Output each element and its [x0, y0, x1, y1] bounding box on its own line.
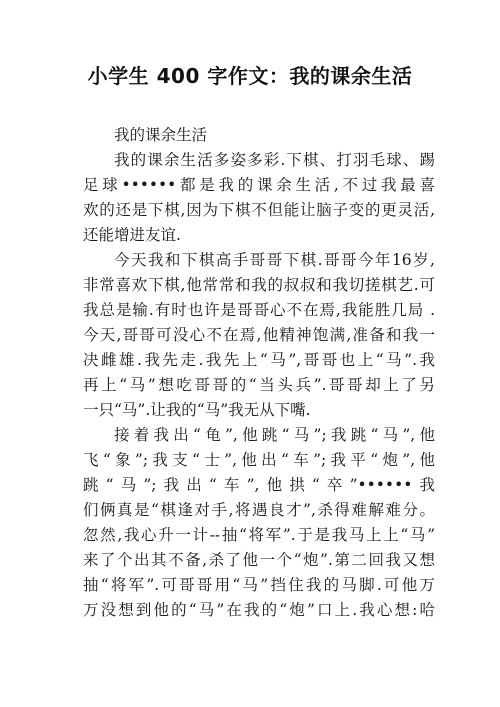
text-line: 非常喜欢下棋,他常常和我的叔叔和我切搓棋艺.可 — [83, 276, 435, 294]
text-line: 来了个出其不备,杀了他一个“炮”.第二回我又想 — [83, 551, 435, 569]
text-line: 今天我和下棋高手哥哥下棋.哥哥今年16岁, — [114, 251, 435, 269]
text-line: 抽“将军”.可哥哥用“马”挡住我的马脚.可他万 — [83, 576, 435, 594]
text-line: 我的课余生活多姿多彩.下棋、打羽毛球、踢 — [114, 151, 435, 169]
text-line: 决雌雄.我先走.我先上“马”,哥哥也上“马”.我 — [83, 351, 435, 369]
text-line: 足球••••••都是我的课余生活,不过我最喜 — [83, 176, 435, 194]
text-line: 欢的还是下棋,因为下棋不但能让脑子变的更灵活, — [83, 201, 435, 219]
text-line: 跳“马”;我出“车”,他拱“卒”••••••我 — [83, 476, 435, 494]
text-line: 万没想到他的“马”在我的“炮”口上.我心想:哈 — [83, 601, 435, 619]
text-line: 飞“象”;我支“士”,他出“车”;我平“炮”,他 — [83, 451, 435, 469]
text-line: 们俩真是“棋逢对手,将遇良才”,杀得难解难分。 — [83, 501, 435, 519]
text-line: 再上“马”想吃哥哥的“当头兵”.哥哥却上了另 — [83, 376, 435, 394]
text-line: 接着我出“龟”,他跳“马”;我跳“马”,他 — [114, 426, 435, 444]
essay-subtitle: 我的课余生活 — [114, 126, 208, 144]
text-line: 忽然,我心升一计--抽“将军”.于是我马上上“马” — [83, 526, 435, 544]
essay-body — [83, 123, 435, 623]
text-line: 今天,哥哥可没心不在焉,他精神饱满,准备和我一 — [83, 326, 435, 344]
document-title: 小学生 400 字作文：我的课余生活 — [87, 64, 413, 88]
text-line: 一只“马”.让我的“马”我无从下嘴. — [83, 401, 311, 419]
text-line: 还能增进友谊. — [83, 226, 181, 244]
text-line: 我总是输.有时也许是哥哥心不在焉,我能胜几局 . — [83, 301, 435, 319]
